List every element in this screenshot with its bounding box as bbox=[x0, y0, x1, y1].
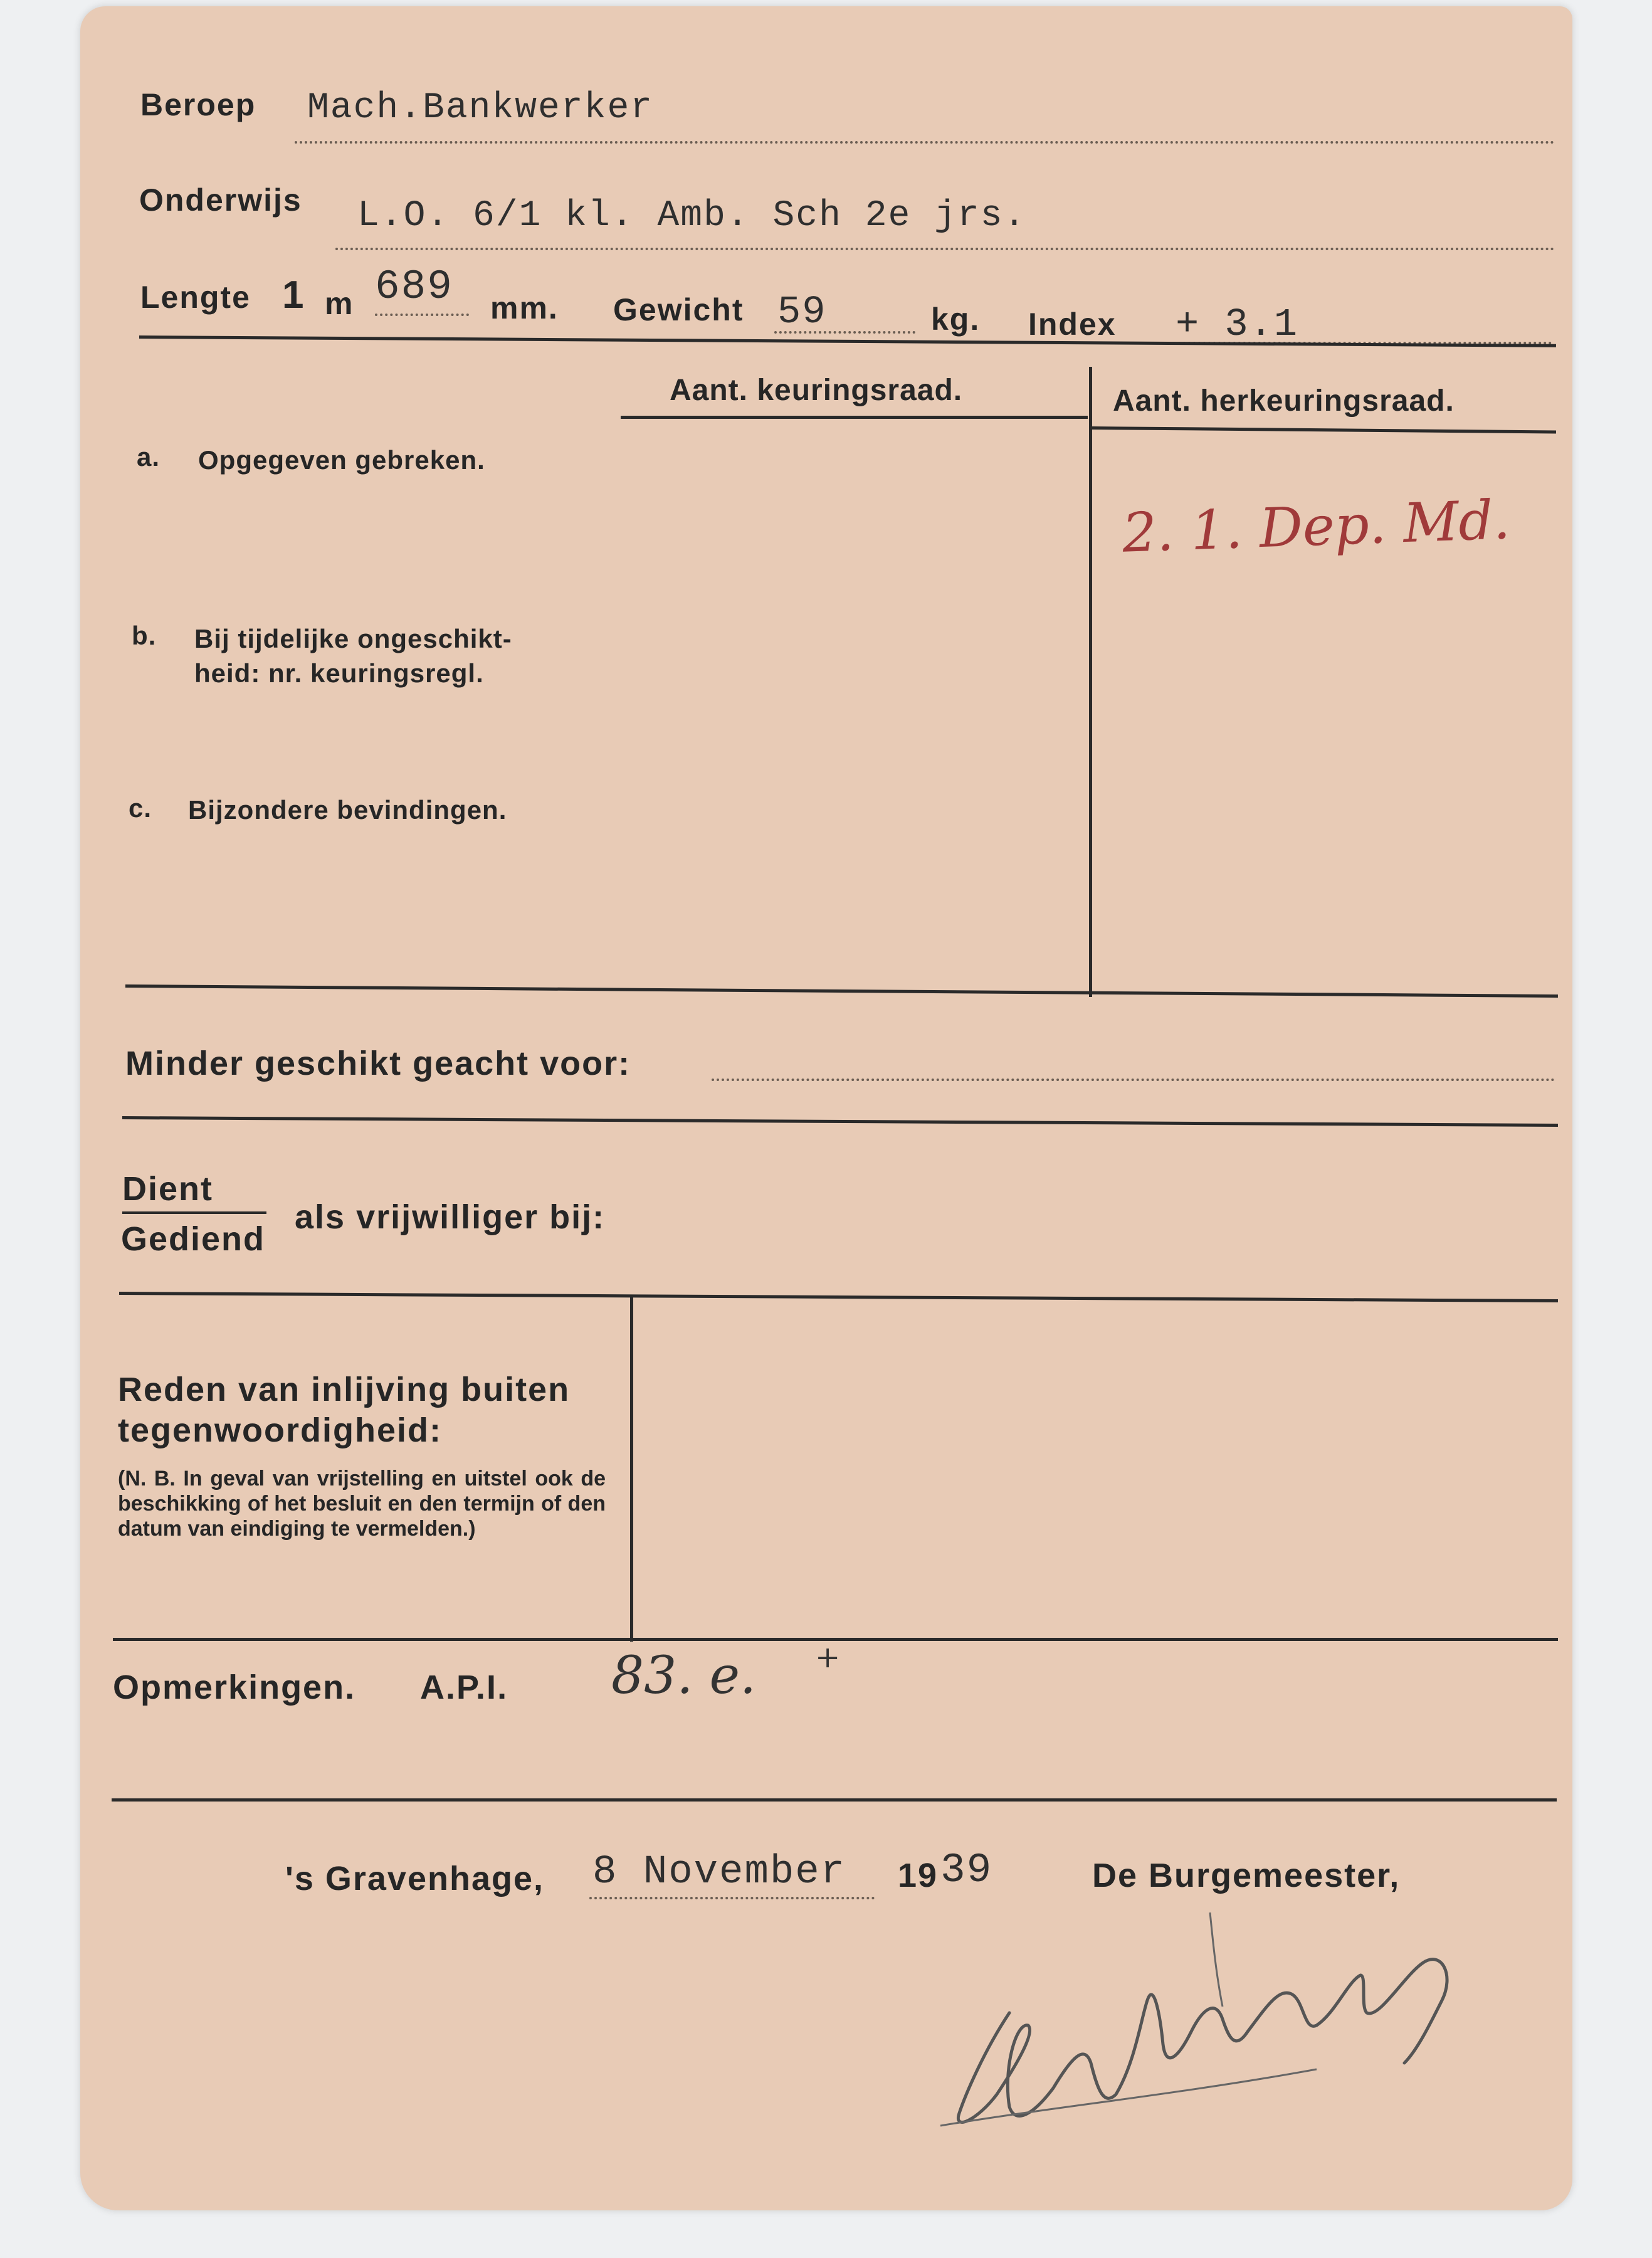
reden-note: (N. B. In geval van vrijstelling en uitstel ook de beschikking of het besluit en den termijn of den datum van eindiging te vermelden.) bbox=[118, 1467, 606, 1541]
place-label: 's Gravenhage, bbox=[285, 1860, 545, 1897]
col1-header-rule bbox=[621, 416, 1088, 419]
gediend-label: Gediend bbox=[121, 1220, 266, 1258]
reden-title-line2: tegenwoordigheid: bbox=[118, 1411, 442, 1449]
index-label: Index bbox=[1028, 307, 1117, 342]
lengte-meters: 1 bbox=[282, 273, 305, 317]
beroep-dotted-line bbox=[295, 141, 1555, 144]
dient-fraction-bar bbox=[122, 1211, 266, 1214]
lengte-mm-unit: mm. bbox=[490, 290, 559, 325]
row-a-marker: a. bbox=[137, 442, 160, 472]
lengte-label: Lengte bbox=[140, 280, 251, 315]
minder-geschikt-label: Minder geschikt geacht voor: bbox=[125, 1045, 631, 1082]
gewicht-label: Gewicht bbox=[613, 292, 744, 327]
col2-header: Aant. herkeuringsraad. bbox=[1113, 384, 1455, 418]
onderwijs-label: Onderwijs bbox=[139, 182, 302, 218]
gewicht-dotted-line bbox=[774, 331, 915, 334]
beroep-label: Beroep bbox=[140, 87, 256, 122]
row-a-herkeuring-note: 2. 1. Dep. Md. bbox=[1121, 488, 1512, 565]
onderwijs-value: L.O. 6/1 kl. Amb. Sch 2e jrs. bbox=[357, 196, 1027, 236]
row-a-label: Opgegeven gebreken. bbox=[198, 445, 485, 475]
col1-header: Aant. keuringsraad. bbox=[670, 374, 963, 407]
gewicht-unit: kg. bbox=[931, 302, 981, 337]
lengte-mm-value: 689 bbox=[375, 263, 453, 310]
lengte-dotted-line bbox=[375, 314, 469, 316]
year-suffix: 39 bbox=[940, 1847, 993, 1894]
onderwijs-dotted-line bbox=[335, 248, 1555, 250]
vrijwilliger-label: als vrijwilliger bij: bbox=[295, 1198, 606, 1236]
beroep-value: Mach.Bankwerker bbox=[307, 88, 654, 129]
reden-title-line1: Reden van inlijving buiten bbox=[118, 1371, 571, 1408]
index-value: + 3.1 bbox=[1176, 302, 1299, 347]
date-dotted-line bbox=[589, 1897, 875, 1899]
row-b-line2: heid: nr. keuringsregl. bbox=[194, 658, 484, 688]
lengte-m-unit: m bbox=[325, 286, 354, 321]
reden-divider bbox=[630, 1297, 633, 1642]
api-mark: + bbox=[815, 1640, 841, 1675]
minder-geschikt-dotted-line bbox=[712, 1079, 1555, 1081]
date-value: 8 November bbox=[592, 1850, 846, 1895]
row-c-marker: c. bbox=[129, 793, 152, 823]
gewicht-value: 59 bbox=[777, 290, 827, 334]
dient-label: Dient bbox=[122, 1170, 213, 1208]
burgemeester-signature bbox=[928, 1906, 1505, 2145]
opmerkingen-rule bbox=[112, 1798, 1557, 1802]
row-b-marker: b. bbox=[132, 621, 157, 650]
year-prefix: 19 bbox=[898, 1857, 939, 1894]
row-c-label: Bijzondere bevindingen. bbox=[188, 795, 507, 825]
api-label: A.P.I. bbox=[420, 1669, 508, 1706]
column-divider bbox=[1089, 367, 1092, 997]
api-value: 83. e. bbox=[611, 1646, 757, 1706]
signatory-label: De Burgemeester, bbox=[1092, 1857, 1401, 1894]
row-b-line1: Bij tijdelijke ongeschikt- bbox=[194, 624, 512, 653]
opmerkingen-label: Opmerkingen. bbox=[113, 1669, 356, 1706]
